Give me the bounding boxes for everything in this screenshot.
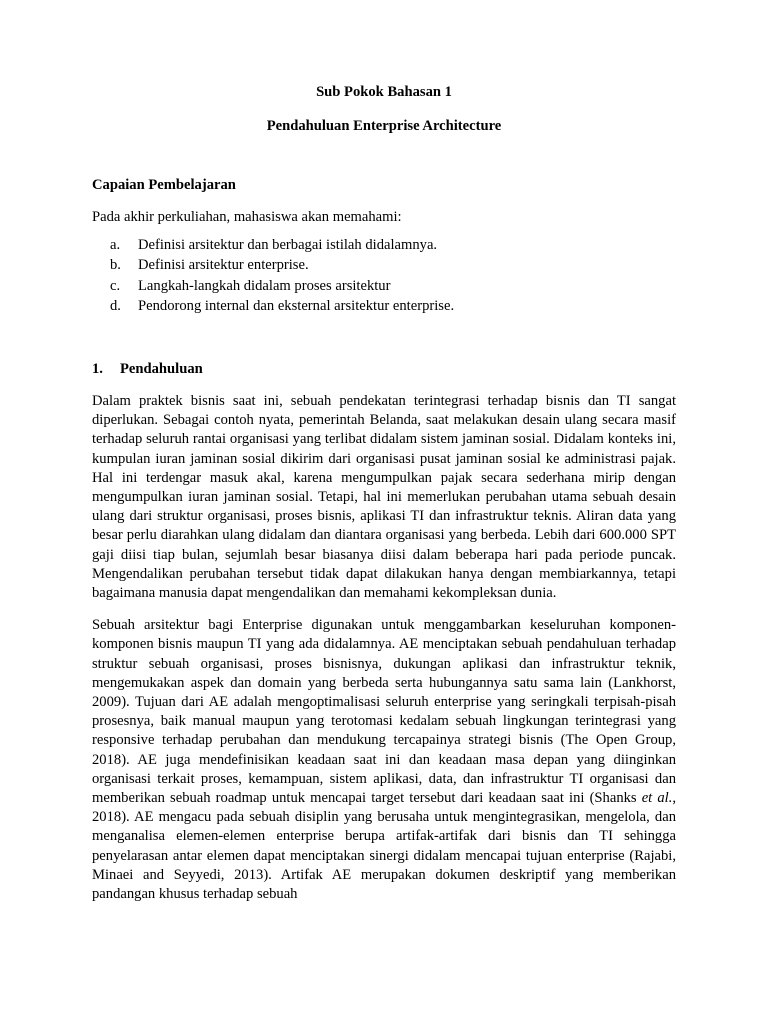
learning-outcomes-intro: Pada akhir perkuliahan, mahasiswa akan memahami: [92, 208, 402, 225]
document-page [92, 83, 676, 904]
list-marker: d. [110, 298, 121, 315]
list-marker: a. [110, 236, 121, 253]
paragraph-2 [92, 616, 676, 904]
list-item [110, 255, 676, 276]
list-item-text: Langkah-langkah didalam proses arsitektur [138, 277, 391, 294]
section-heading [92, 360, 676, 379]
document-title: Pendahuluan Enterprise Architecture [266, 118, 502, 135]
list-marker: c. [110, 277, 121, 294]
section-number: 1. [92, 360, 103, 377]
learning-outcomes-heading: Capaian Pembelajaran [92, 177, 236, 194]
paragraph-2-text-b: , 2018). AE mengacu pada sebuah disiplin yang berusaha untuk mengintegrasikan, mengelola, dan menganalisa elemen-elemen enterprise berupa artifak-artifak dari bisnis dan TI sehingga penyelarasan antar elemen dapat menciptakan sinergi didalam mencapai tujuan enterprise (Rajabi, Minaei and Seyyedi, 2013). Artifak AE merupakan dokumen deskriptif yang memberikan pandangan khusus terhadap sebuah [92, 790, 676, 903]
list-item-text: Definisi arsitektur dan berbagai istilah didalamnya. [138, 236, 438, 253]
sub-topic-label: Sub Pokok Bahasan 1 [316, 84, 452, 100]
paragraph-2-italic: et al. [641, 790, 673, 807]
paragraph-1: Dalam praktek bisnis saat ini, sebuah pendekatan terintegrasi terhadap bisnis dan TI sangat diperlukan. Sebagai contoh nyata, pemerintah Belanda, saat melakukan desain ulang secara masif terhadap seluruh rantai organisasi yang terlibat didalam sistem jaminan sosial. Didalam konteks ini, kumpulan iuran jaminan sosial dikirim dari organisasi pusat jaminan sosial ke administrasi pajak. Hal ini terdengar masuk akal, karena mengumpulkan pajak secara sederhana mirip dengan mengumpulkan iuran jaminan sosial. Tetapi, hal ini memerlukan perubahan utama sebuah desain ulang dari struktur organisasi, proses bisnis, aplikasi TI dan infrastruktur teknis. Aliran data yang besar perlu diarahkan ulang didalam dan diantara organisasi yang berbeda. Lebih dari 600.000 SPT gaji diisi tiap bulan, sejumlah besar biasanya diisi dalam beberapa hari pada periode puncak. Mengendalikan perubahan tersebut tidak dapat dilakukan hanya dengan membiarkannya, tetapi bagaimana manusia dapat mengendalikan dan memahami kekompleksan dunia. [92, 393, 676, 602]
section-title: Pendahuluan [120, 360, 203, 377]
list-marker: b. [110, 257, 121, 274]
learning-outcomes-list [92, 235, 676, 317]
list-item [110, 296, 676, 317]
list-item-text: Definisi arsitektur enterprise. [138, 257, 309, 274]
paragraph-2-text-a: Sebuah arsitektur bagi Enterprise digunakan untuk menggambarkan keseluruhan komponen-komponen bisnis maupun TI yang ada didalamnya. AE menciptakan sebuah pendahuluan terhadap struktur sebuah organisasi, proses bisnisnya, dukungan aplikasi dan infrastruktur teknik, mengemukakan aspek dan domain yang berbeda serta hubungannya satu sama lain (Lankhorst, 2009). Tujuan dari AE adalah mengoptimalisasi seluruh enterprise yang seringkali terpisah-pisah prosesnya, baik manual maupun yang terotomasi kedalam sebuah lingkungan terintegrasi yang responsive terhadap perubahan dan mendukung tercapainya strategi bisnis (The Open Group, 2018). AE juga mendefinisikan keadaan saat ini dan keadaan masa depan yang diinginkan organisasi terkait proses, kemampuan, sistem aplikasi, data, dan infrastruktur TI organisasi dan memberikan sebuah roadmap untuk mencapai target tersebut dari keadaan saat ini (Shanks [92, 617, 676, 807]
list-item-text: Pendorong internal dan eksternal arsitektur enterprise. [138, 298, 455, 315]
list-item [110, 276, 676, 297]
list-item [110, 235, 676, 256]
